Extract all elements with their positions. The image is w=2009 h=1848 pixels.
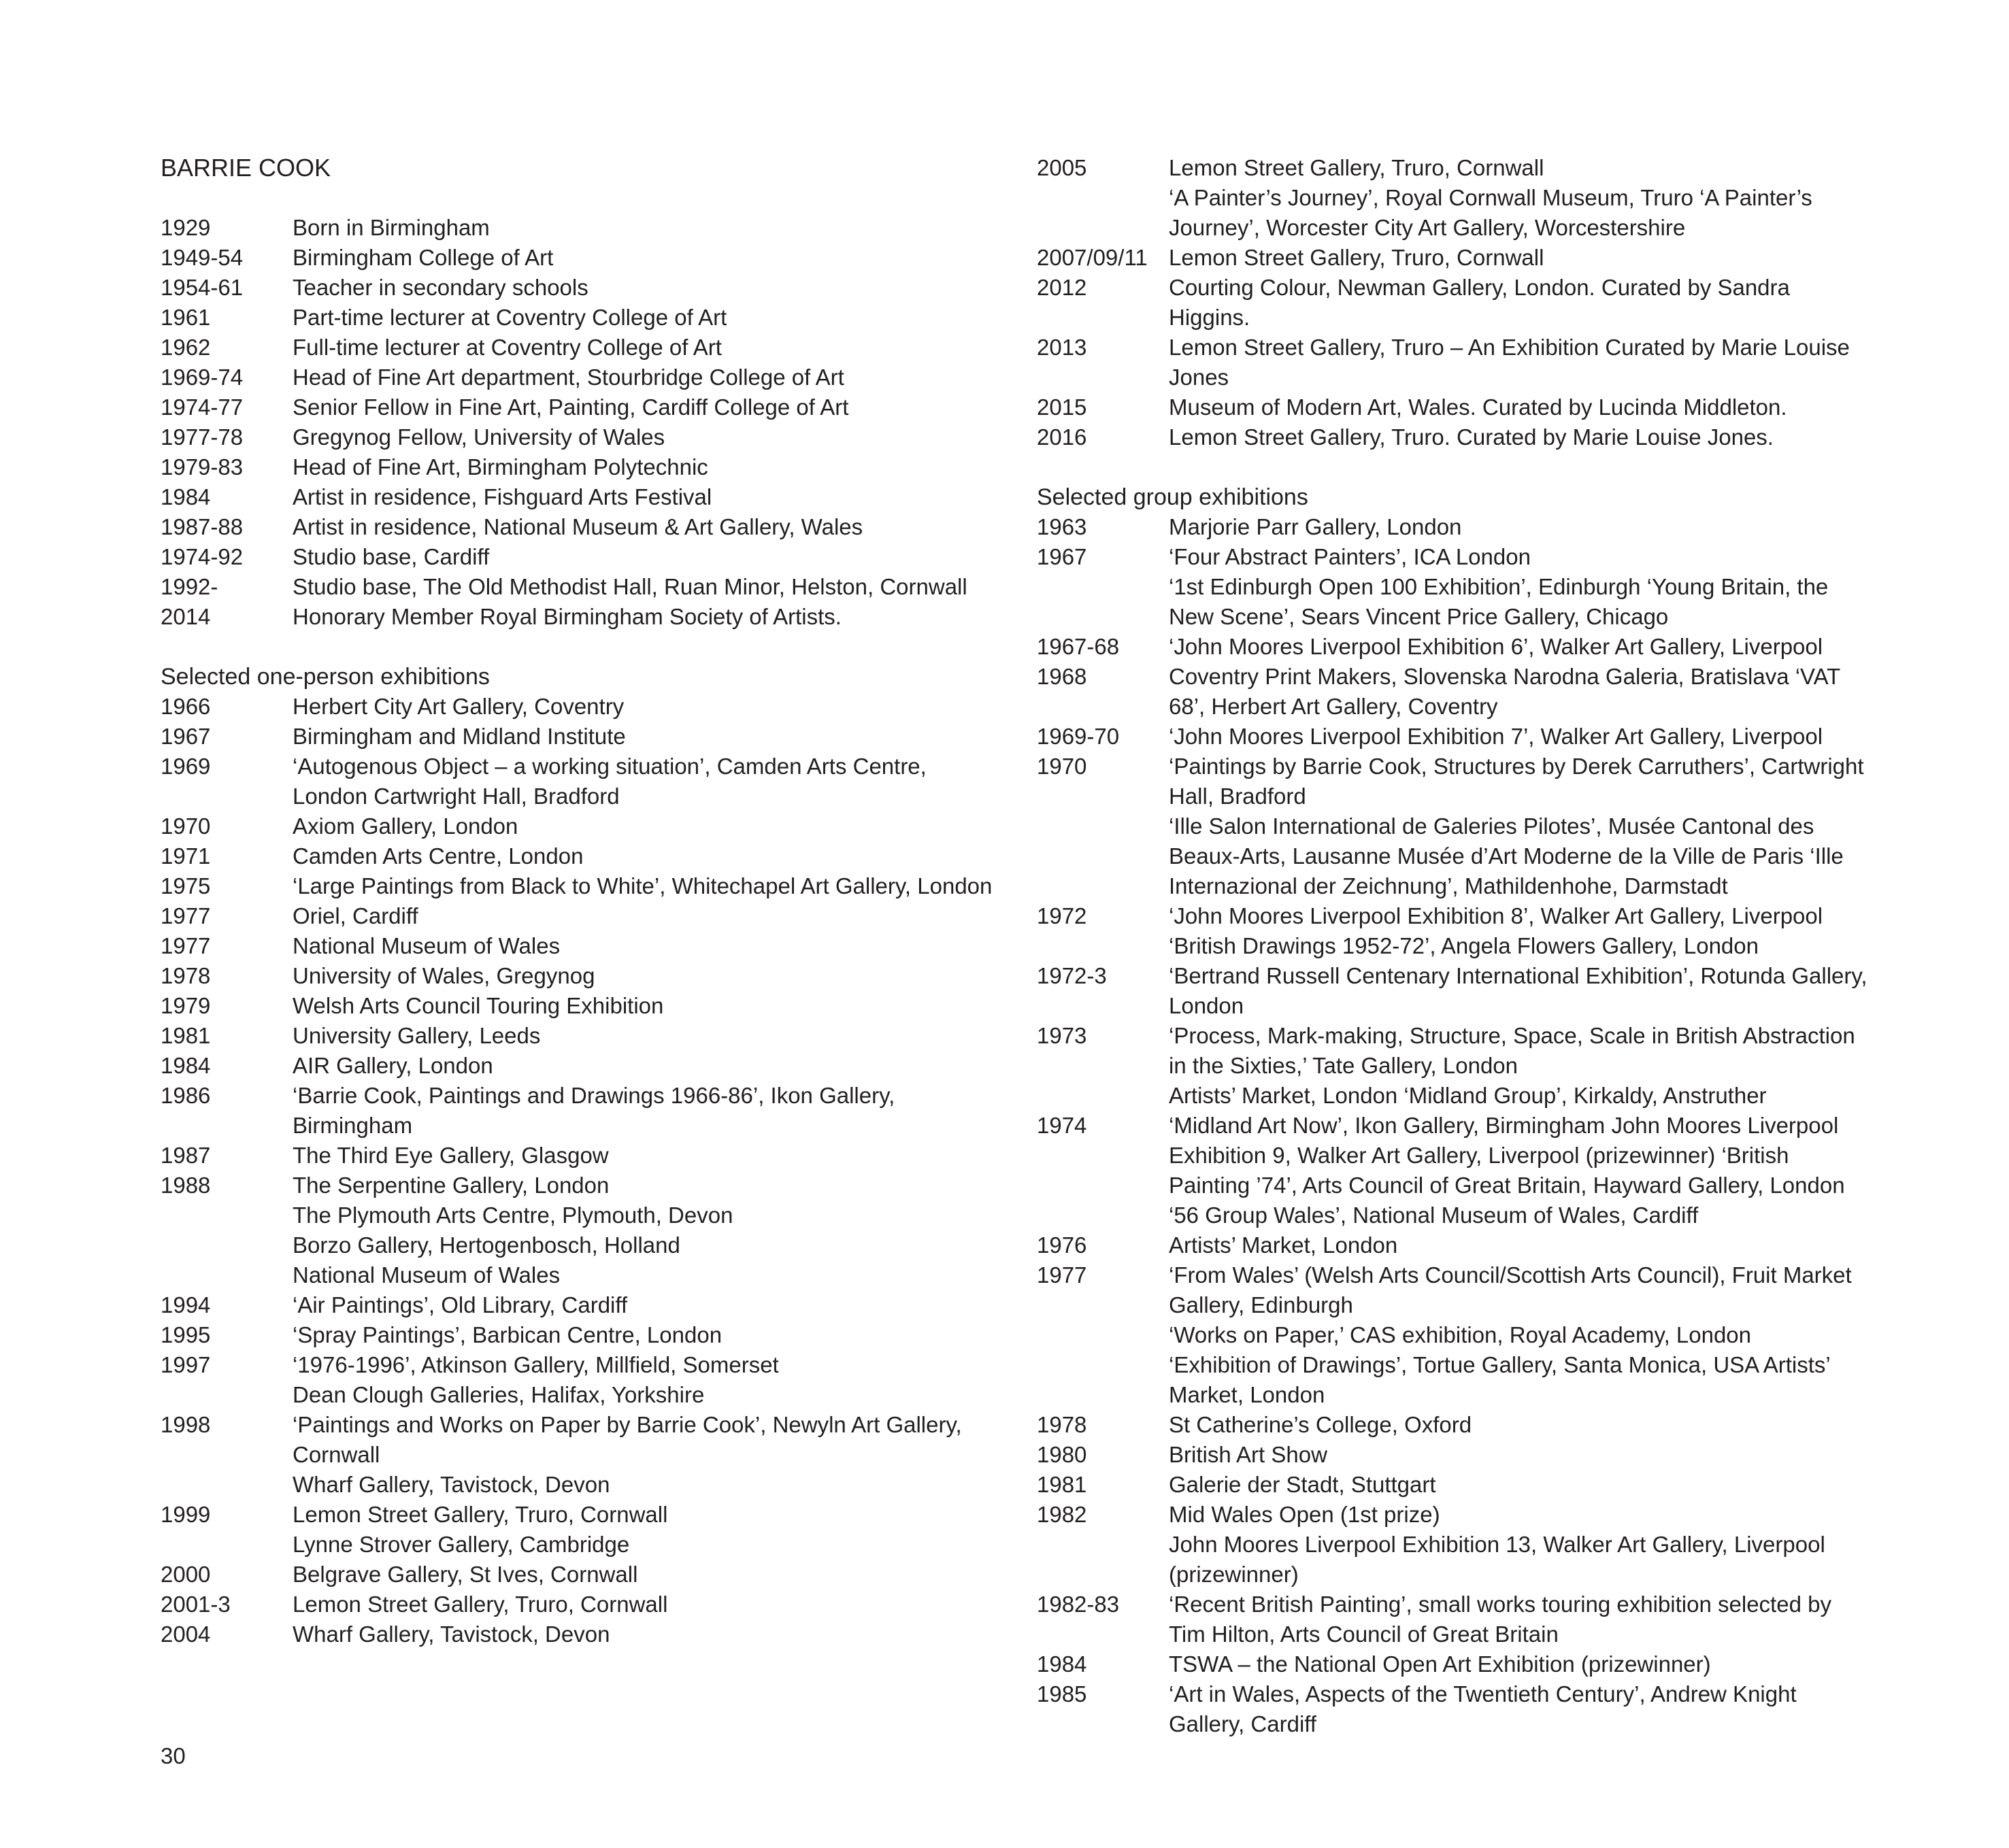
entry-row [1037,1320,1874,1350]
entry-text: Courting Colour, Newman Gallery, London. Curated by Sandra Higgins. [1169,275,1790,330]
entry-year: 1954-61 [161,275,244,300]
entry-year: 2016 [1037,424,1087,450]
entry-text: Birmingham and Midland Institute [293,724,626,749]
entry-year: 1969-74 [161,365,244,390]
entry-row [1037,1230,1874,1260]
group-heading: Selected group exhibitions [1037,484,1308,510]
entry-year [1037,572,1169,632]
entry-year: 1979-83 [161,454,244,480]
entry-text: Galerie der Stadt, Stuttgart [1169,1472,1436,1497]
entry-row [161,452,997,482]
entry-text: Lemon Street Gallery, Truro, Cornwall [1169,245,1544,270]
entry-text: Lemon Street Gallery, Truro – An Exhibition Curated by Marie Louise Jones [1169,335,1850,390]
entry-row [1037,1111,1874,1230]
entry-row [1037,153,1874,183]
entry-year: 1972 [1037,903,1087,928]
entry-text: ‘Works on Paper,’ CAS exhibition, Royal Academy, London [1169,1322,1752,1347]
entry-row [161,1230,997,1260]
entry-text: John Moores Liverpool Exhibition 13, Walker Art Gallery, Liverpool (prizewinner) [1169,1532,1825,1587]
entry-text: British Art Show [1169,1442,1327,1467]
entry-text: ‘Ille Salon International de Galeries Pilotes’, Musée Cantonal des Beaux-Arts, Lausanne Musée d’Art Moderne de la Ville de Paris ‘Ille Internazional der Zeichnung’, Mathildenhohe, Darmstadt [1169,813,1844,898]
entry-text: Lemon Street Gallery, Truro, Cornwall [1169,155,1544,180]
entry-text: Marjorie Parr Gallery, London [1169,514,1462,539]
one-person-list [161,692,997,1649]
entry-year: 1963 [1037,514,1087,539]
entry-year [1037,811,1169,901]
entry-text: Welsh Arts Council Touring Exhibition [293,993,664,1018]
entry-text: Artists’ Market, London ‘Midland Group’, Kirkaldy, Anstruther [1169,1083,1767,1108]
entry-text: ‘Four Abstract Painters’, ICA London [1169,544,1531,569]
entry-row [1037,1470,1874,1500]
entry-text: Oriel, Cardiff [293,903,418,928]
entry-text: ‘John Moores Liverpool Exhibition 7’, Walker Art Gallery, Liverpool [1169,724,1823,749]
entry-text: Borzo Gallery, Hertogenbosch, Holland [293,1232,680,1258]
entry-row [1037,662,1874,722]
entry-year: 1970 [1037,754,1087,779]
entry-year [1037,1081,1169,1111]
entry-text: Lemon Street Gallery, Truro, Cornwall [293,1592,668,1617]
entry-year: 2012 [1037,275,1087,300]
entry-year [161,1260,293,1290]
entry-row [1037,512,1874,542]
entry-row [1037,752,1874,811]
entry-row [1037,632,1874,662]
entry-year [161,1380,293,1410]
entry-year: 2004 [161,1622,211,1647]
entry-text: Coventry Print Makers, Slovenska Narodna Galeria, Bratislava ‘VAT 68’, Herbert Art Gallery, Coventry [1169,664,1840,719]
entry-text: ‘British Drawings 1952-72’, Angela Flowers Gallery, London [1169,933,1759,958]
entry-year: 1982-83 [1037,1592,1120,1617]
entry-row [161,1290,997,1320]
entry-year: 1977 [1037,1262,1087,1288]
entry-year: 1981 [161,1023,211,1048]
entry-row [161,991,997,1021]
entry-row [161,273,997,303]
entry-year: 1975 [161,873,211,898]
entry-year: 1971 [161,843,211,869]
entry-text: Studio base, The Old Methodist Hall, Ruan Minor, Helston, Cornwall [293,574,967,599]
one-person-heading: Selected one-person exhibitions [161,664,490,690]
entry-year: 1967-68 [1037,634,1120,659]
entry-row [1037,1410,1874,1440]
entry-row [1037,542,1874,572]
entry-row [161,1500,997,1530]
entry-text: Head of Fine Art, Birmingham Polytechnic [293,454,708,480]
entry-year: 1961 [161,305,211,330]
entry-row [1037,1530,1874,1590]
entry-text: ‘Art in Wales, Aspects of the Twentieth Century’, Andrew Knight Gallery, Cardiff [1169,1681,1797,1736]
entry-text: Studio base, Cardiff [293,544,490,569]
entry-text: ‘Process, Mark-making, Structure, Space, Scale in British Abstraction in the Sixties,’ Tate Gallery, London [1169,1023,1855,1078]
entry-row [161,243,997,273]
entry-row [1037,1649,1874,1679]
entry-year: 1979 [161,993,211,1018]
entry-row [161,1051,997,1081]
entry-row [1037,961,1874,1021]
entry-row [161,303,997,333]
entry-text: Artists’ Market, London [1169,1232,1398,1258]
entry-row [1037,722,1874,752]
entry-row [1037,572,1874,632]
entry-text: ‘Spray Paintings’, Barbican Centre, London [293,1322,723,1347]
entry-row [161,722,997,752]
entry-text: Herbert City Art Gallery, Coventry [293,694,625,719]
entry-text: ‘Air Paintings’, Old Library, Cardiff [293,1292,628,1317]
entry-year: 1976 [1037,1232,1087,1258]
artist-name-title: BARRIE COOK [161,154,331,182]
entry-row [1037,901,1874,931]
entry-row [1037,273,1874,333]
entry-row [1037,1260,1874,1320]
entry-year: 1997 [161,1352,211,1377]
entry-row [161,871,997,901]
entry-text: ‘From Wales’ (Welsh Arts Council/Scottish Arts Council), Fruit Market Gallery, Edinburgh [1169,1262,1852,1317]
entry-year: 1984 [161,1053,211,1078]
entry-row [1037,1081,1874,1111]
entry-year: 1929 [161,215,211,240]
entry-row [161,1530,997,1560]
entry-text: Artist in residence, Fishguard Arts Festival [293,484,712,509]
entry-row [161,572,997,602]
entry-year: 1980 [1037,1442,1087,1467]
entry-text: Head of Fine Art department, Stourbridge College of Art [293,365,844,390]
entry-row [161,1619,997,1649]
page-number: 30 [161,1743,186,1768]
entry-year: 2001-3 [161,1592,231,1617]
entry-row [1037,1021,1874,1081]
entry-year: 1968 [1037,664,1087,689]
entry-text: Mid Wales Open (1st prize) [1169,1502,1440,1527]
right-column [1037,153,1874,1739]
entry-row [1037,1500,1874,1530]
entry-year: 1977-78 [161,424,244,450]
entry-row [161,333,997,363]
entry-year: 1966 [161,694,211,719]
entry-row [161,542,997,572]
entry-row [161,961,997,991]
entry-text: Lynne Strover Gallery, Cambridge [293,1532,630,1557]
entry-row [161,841,997,871]
entry-year: 1986 [161,1083,211,1108]
entry-row [161,512,997,542]
entry-year: 1967 [1037,544,1087,569]
entry-year: 1972-3 [1037,963,1107,988]
entry-year: 1988 [161,1173,211,1198]
entry-row [161,1410,997,1470]
entry-year [161,1200,293,1230]
entry-row [1037,392,1874,422]
entry-text: ‘Large Paintings from Black to White’, Whitechapel Art Gallery, London [293,873,993,898]
entry-text: ‘Exhibition of Drawings’, Tortue Gallery, Santa Monica, USA Artists’ Market, London [1169,1352,1830,1407]
entry-row [161,1560,997,1590]
entry-text: Museum of Modern Art, Wales. Curated by Lucinda Middleton. [1169,394,1787,420]
entry-row [161,363,997,392]
entry-row [161,1470,997,1500]
entry-text: AIR Gallery, London [293,1053,493,1078]
entry-text: ‘A Painter’s Journey’, Royal Cornwall Museum, Truro ‘A Painter’s Journey’, Worcester City Art Gallery, Worcestershire [1169,185,1812,240]
entry-text: Senior Fellow in Fine Art, Painting, Cardiff College of Art [293,394,849,420]
entry-year: 1998 [161,1412,211,1437]
entry-text: University of Wales, Gregynog [293,963,595,988]
entry-year [1037,931,1169,961]
entry-text: The Plymouth Arts Centre, Plymouth, Devon [293,1203,733,1228]
entry-row [1037,243,1874,273]
entry-year: 1974-92 [161,544,244,569]
entry-text: ‘Recent British Painting’, small works touring exhibition selected by Tim Hilton, Arts Council of Great Britain [1169,1592,1831,1647]
entry-text: ‘1976-1996’, Atkinson Gallery, Millfield, Somerset [293,1352,779,1377]
entry-year: 2014 [161,604,211,629]
entry-row [161,1350,997,1380]
entry-row [161,1260,997,1290]
entry-year [161,1530,293,1560]
entry-row [161,602,997,632]
left-column [161,153,997,1649]
entry-text: Gregynog Fellow, University of Wales [293,424,665,450]
entry-row [1037,422,1874,452]
entry-year [1037,1320,1169,1350]
entry-row [161,482,997,512]
entry-year: 1982 [1037,1502,1087,1527]
entry-text: Dean Clough Galleries, Halifax, Yorkshire [293,1382,705,1407]
entry-year: 1967 [161,724,211,749]
entry-row [161,1141,997,1171]
entry-text: Belgrave Gallery, St Ives, Cornwall [293,1562,638,1587]
entry-year: 1987 [161,1143,211,1168]
entry-row [161,422,997,452]
entry-row [161,1200,997,1230]
entry-year: 1994 [161,1292,211,1317]
entry-text: Artist in residence, National Museum & Art Gallery, Wales [293,514,863,539]
entry-text: Axiom Gallery, London [293,813,518,839]
entry-row [1037,1440,1874,1470]
entry-text: Birmingham College of Art [293,245,554,270]
group-list [1037,512,1874,1739]
entry-row [161,1380,997,1410]
entry-row [161,1081,997,1141]
entry-year: 1984 [161,484,211,509]
entry-text: ‘John Moores Liverpool Exhibition 6’, Walker Art Gallery, Liverpool [1169,634,1823,659]
entry-year: 1977 [161,933,211,958]
entry-year: 1962 [161,335,211,360]
entry-year: 1977 [161,903,211,928]
entry-row [161,752,997,811]
entry-year: 1974 [1037,1113,1087,1138]
entry-year: 1987-88 [161,514,244,539]
entry-row [161,1171,997,1200]
entry-year [161,1230,293,1260]
entry-text: Teacher in secondary schools [293,275,588,300]
entry-row [161,692,997,722]
entry-year: 2007/09/11 [1037,245,1148,270]
one-person-list-continued [1037,153,1874,452]
entry-year: 1999 [161,1502,211,1527]
entry-text: Lemon Street Gallery, Truro. Curated by Marie Louise Jones. [1169,424,1774,450]
entry-text: Wharf Gallery, Tavistock, Devon [293,1472,610,1497]
entry-row [1037,183,1874,243]
entry-year [1037,1350,1169,1410]
entry-text: Camden Arts Centre, London [293,843,584,869]
entry-year: 1985 [1037,1681,1087,1707]
entry-year: 1981 [1037,1472,1087,1497]
entry-text: Born in Birmingham [293,215,490,240]
entry-year: 1969 [161,754,211,779]
entry-row [1037,811,1874,901]
entry-row [1037,1590,1874,1649]
entry-year: 1995 [161,1322,211,1347]
entry-text: ‘Autogenous Object – a working situation’, Camden Arts Centre, London Cartwright Hall, Bradford [293,754,927,809]
entry-row [161,1590,997,1619]
entry-text: Wharf Gallery, Tavistock, Devon [293,1622,610,1647]
entry-text: ‘1st Edinburgh Open 100 Exhibition’, Edinburgh ‘Young Britain, the New Scene’, Sears Vincent Price Gallery, Chicago [1169,574,1829,629]
entry-row [161,931,997,961]
biography-list [161,213,997,632]
entry-year: 1978 [1037,1412,1087,1437]
entry-year: 1992- [161,574,218,599]
entry-row [161,1320,997,1350]
entry-text: National Museum of Wales [293,1262,561,1288]
entry-year [1037,183,1169,243]
entry-text: Lemon Street Gallery, Truro, Cornwall [293,1502,668,1527]
entry-text: Part-time lecturer at Coventry College of Art [293,305,727,330]
entry-year: 1974-77 [161,394,244,420]
entry-year: 1970 [161,813,211,839]
entry-year [1037,1530,1169,1590]
entry-text: St Catherine’s College, Oxford [1169,1412,1472,1437]
entry-text: ‘John Moores Liverpool Exhibition 8’, Walker Art Gallery, Liverpool [1169,903,1823,928]
entry-row [161,392,997,422]
entry-year: 2005 [1037,155,1087,180]
entry-row [161,213,997,243]
entry-row [161,1021,997,1051]
entry-row [1037,931,1874,961]
entry-text: Honorary Member Royal Birmingham Society of Artists. [293,604,842,629]
entry-row [1037,1350,1874,1410]
entry-year: 1978 [161,963,211,988]
entry-text: ‘Barrie Cook, Paintings and Drawings 1966-86’, Ikon Gallery, Birmingham [293,1083,895,1138]
entry-year: 2013 [1037,335,1087,360]
entry-text: National Museum of Wales [293,933,561,958]
entry-text: The Serpentine Gallery, London [293,1173,610,1198]
entry-text: The Third Eye Gallery, Glasgow [293,1143,609,1168]
entry-text: ‘Paintings and Works on Paper by Barrie Cook’, Newyln Art Gallery, Cornwall [293,1412,962,1467]
entry-row [1037,333,1874,392]
entry-text: ‘Bertrand Russell Centenary International Exhibition’, Rotunda Gallery, London [1169,963,1867,1018]
entry-text: Full-time lecturer at Coventry College of Art [293,335,722,360]
entry-text: ‘Paintings by Barrie Cook, Structures by Derek Carruthers’, Cartwright Hall, Bradford [1169,754,1864,809]
entry-year: 2015 [1037,394,1087,420]
entry-row [161,811,997,841]
entry-year: 1969-70 [1037,724,1120,749]
entry-text: TSWA – the National Open Art Exhibition (prizewinner) [1169,1651,1711,1677]
entry-year: 1949-54 [161,245,244,270]
entry-row [161,901,997,931]
entry-text: ‘Midland Art Now’, Ikon Gallery, Birmingham John Moores Liverpool Exhibition 9, Walker Art Gallery, Liverpool (prizewinner) ‘British Painting ’74’, Arts Council of Great Britain, Hayward Gallery, London ‘56 Group Wales’, National Museum of Wales, Cardiff [1169,1113,1845,1228]
entry-year: 1973 [1037,1023,1087,1048]
entry-row [1037,1679,1874,1739]
entry-text: University Gallery, Leeds [293,1023,541,1048]
entry-year [161,1470,293,1500]
entry-year: 2000 [161,1562,211,1587]
entry-year: 1984 [1037,1651,1087,1677]
